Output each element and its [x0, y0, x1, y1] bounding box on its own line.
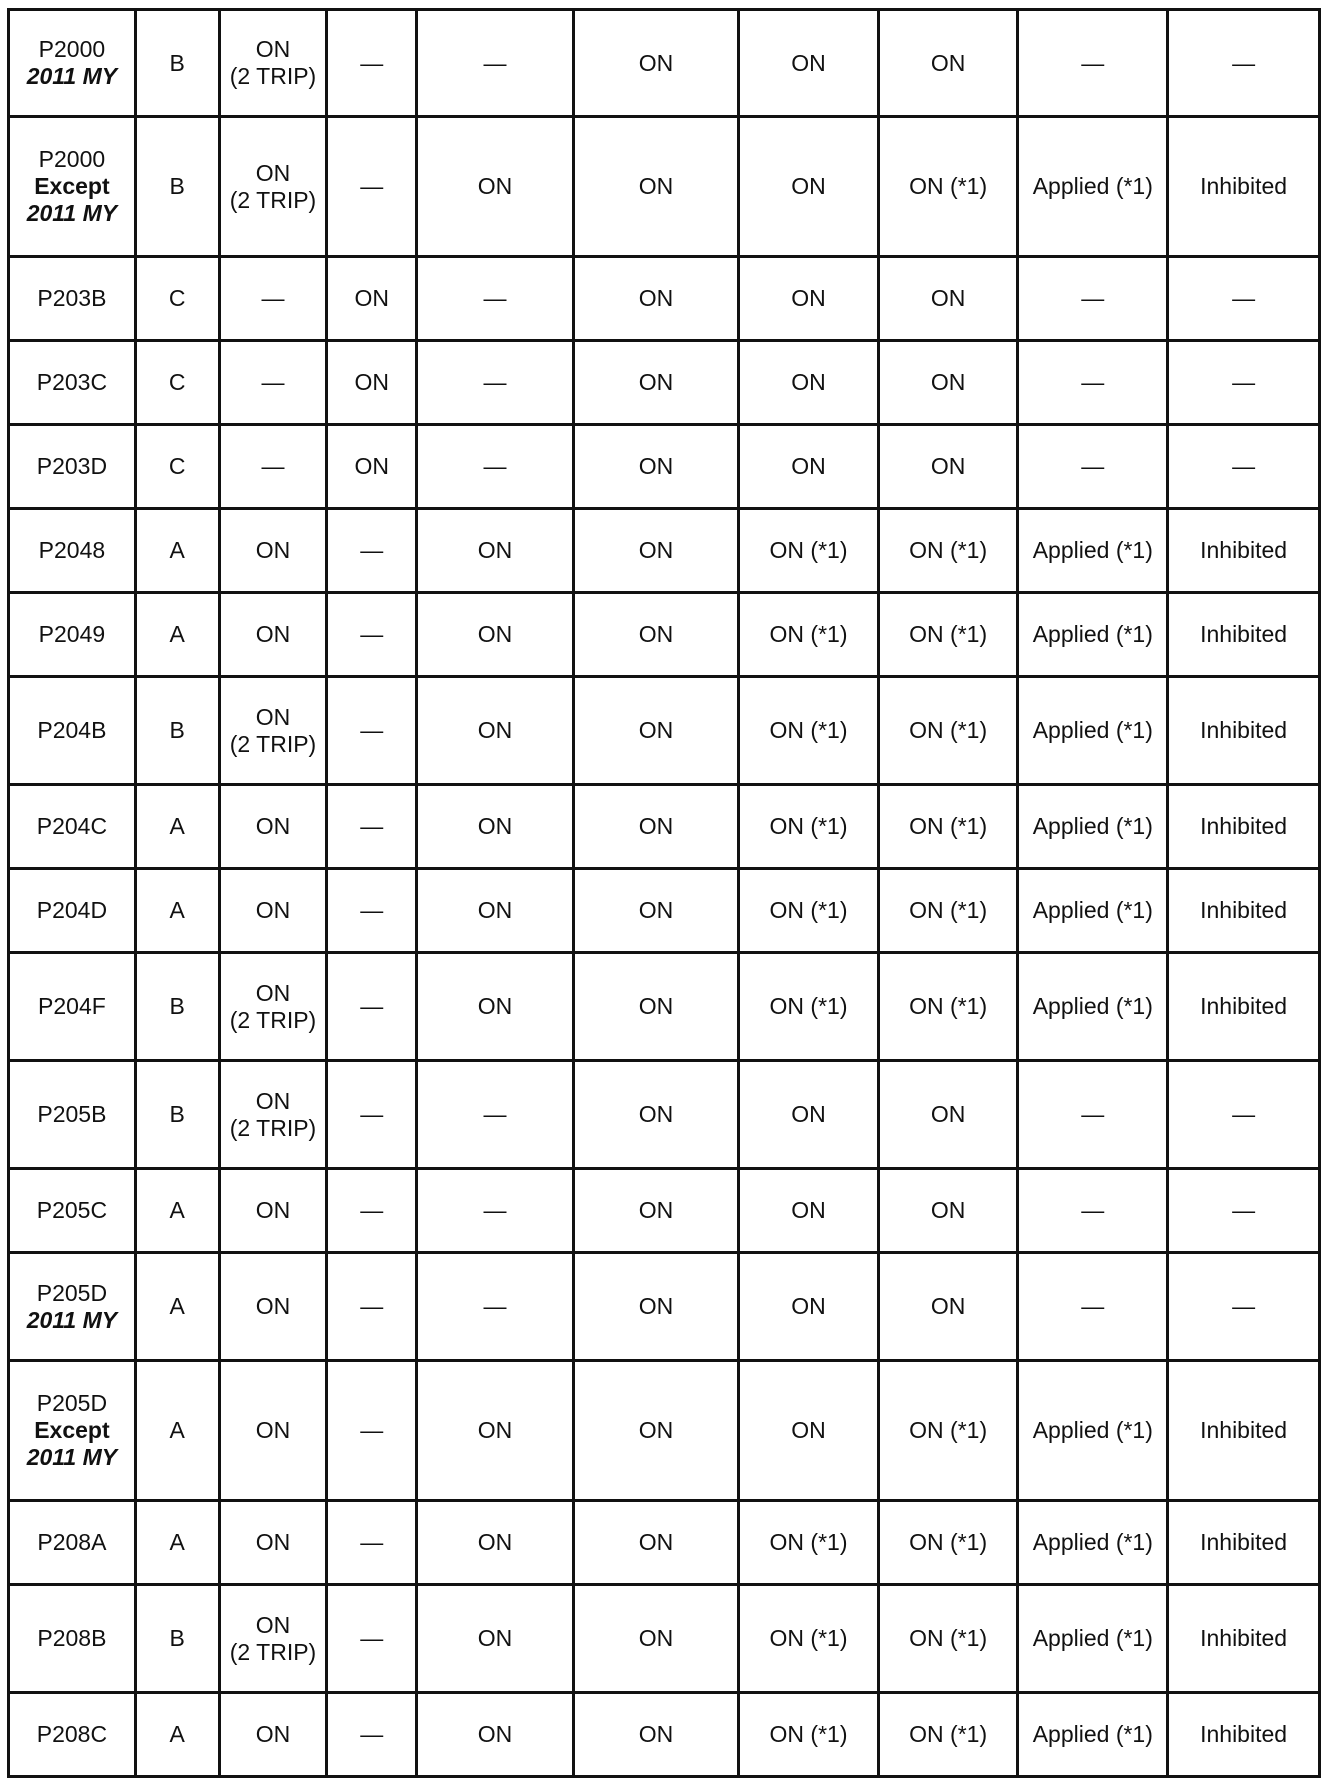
- status-cell-c8: ON (*1): [878, 509, 1018, 593]
- status-cell-c4: —: [327, 677, 417, 785]
- dtc-code-qualifier: 2011 MY: [26, 200, 118, 226]
- status-cell-c7: ON: [739, 117, 879, 257]
- mil-value: ON: [255, 537, 291, 563]
- mil-value: ON: [255, 897, 291, 923]
- status-cell-c10: —: [1168, 10, 1320, 117]
- status-cell-c4: —: [327, 1253, 417, 1361]
- status-cell-c7: ON (*1): [739, 1693, 879, 1777]
- mil-cell: [219, 677, 327, 785]
- status-cell-c4: —: [327, 1585, 417, 1693]
- dtc-code: P204D: [36, 897, 108, 923]
- mil-cell: [219, 1169, 327, 1253]
- status-cell-c8: ON: [878, 1169, 1018, 1253]
- mil-value: ON: [255, 1721, 291, 1747]
- dtc-type-cell: A: [135, 1361, 219, 1501]
- dtc-code: P2000: [38, 36, 106, 62]
- status-cell-c10: Inhibited: [1168, 509, 1320, 593]
- mil-cell: [219, 593, 327, 677]
- dtc-code-cell: [9, 425, 136, 509]
- dtc-code-qualifier: 2011 MY: [26, 1444, 118, 1470]
- status-cell-c9: —: [1018, 341, 1168, 425]
- mil-value: ON: [255, 36, 291, 62]
- dtc-code: P208C: [36, 1721, 108, 1747]
- status-cell-c5: —: [417, 341, 574, 425]
- dtc-type-cell: A: [135, 1253, 219, 1361]
- dtc-code-qualifier: 2011 MY: [26, 1306, 118, 1333]
- dtc-code-qualifier: Except: [34, 1417, 110, 1443]
- dtc-type-cell: B: [135, 1061, 219, 1169]
- status-cell-c6: ON: [573, 117, 739, 257]
- status-cell-c6: ON: [573, 953, 739, 1061]
- status-cell-c9: Applied (*1): [1018, 1693, 1168, 1777]
- table-row: [9, 953, 1320, 1061]
- dtc-code-cell: [9, 785, 136, 869]
- status-cell-c4: —: [327, 10, 417, 117]
- status-cell-c10: Inhibited: [1168, 1501, 1320, 1585]
- status-cell-c9: —: [1018, 1169, 1168, 1253]
- dtc-code-cell: [9, 509, 136, 593]
- status-cell-c10: Inhibited: [1168, 117, 1320, 257]
- status-cell-c5: —: [417, 1253, 574, 1361]
- dtc-type-cell: A: [135, 593, 219, 677]
- status-cell-c10: —: [1168, 1253, 1320, 1361]
- dtc-type-cell: B: [135, 117, 219, 257]
- status-cell-c9: Applied (*1): [1018, 869, 1168, 953]
- dtc-code-cell: [9, 1585, 136, 1693]
- status-cell-c7: ON: [739, 1253, 879, 1361]
- status-cell-c7: ON (*1): [739, 1585, 879, 1693]
- status-cell-c9: Applied (*1): [1018, 593, 1168, 677]
- status-cell-c8: ON: [878, 425, 1018, 509]
- mil-cell: [219, 1585, 327, 1693]
- status-cell-c10: Inhibited: [1168, 953, 1320, 1061]
- table-row: [9, 677, 1320, 785]
- mil-cell: [219, 1501, 327, 1585]
- dtc-type-cell: A: [135, 509, 219, 593]
- dtc-code-cell: [9, 869, 136, 953]
- status-cell-c6: ON: [573, 1169, 739, 1253]
- status-cell-c8: ON (*1): [878, 1361, 1018, 1501]
- mil-value: ON: [255, 979, 291, 1006]
- mil-value: ON: [255, 1293, 291, 1319]
- mil-cell: [219, 1061, 327, 1169]
- status-cell-c10: —: [1168, 257, 1320, 341]
- dtc-code-cell: [9, 1169, 136, 1253]
- mil-value: ON: [255, 1417, 291, 1443]
- mil-value: ON: [255, 1197, 291, 1223]
- status-cell-c9: —: [1018, 10, 1168, 117]
- table-row: [9, 1693, 1320, 1777]
- table-row: [9, 117, 1320, 257]
- mil-value: —: [261, 369, 285, 395]
- table-row: [9, 257, 1320, 341]
- status-cell-c8: ON (*1): [878, 1501, 1018, 1585]
- dtc-code-cell: [9, 677, 136, 785]
- dtc-code-cell: [9, 593, 136, 677]
- status-cell-c7: ON (*1): [739, 593, 879, 677]
- mil-trip-note: (2 TRIP): [229, 1114, 317, 1141]
- status-cell-c5: ON: [417, 1501, 574, 1585]
- mil-cell: [219, 869, 327, 953]
- status-cell-c5: ON: [417, 869, 574, 953]
- dtc-code-cell: [9, 257, 136, 341]
- dtc-code-cell: [9, 117, 136, 257]
- status-cell-c7: ON: [739, 1061, 879, 1169]
- mil-value: ON: [255, 1529, 291, 1555]
- status-cell-c9: —: [1018, 425, 1168, 509]
- mil-trip-note: (2 TRIP): [229, 1638, 317, 1665]
- mil-cell: [219, 1693, 327, 1777]
- status-cell-c4: —: [327, 509, 417, 593]
- status-cell-c6: ON: [573, 1585, 739, 1693]
- mil-value: —: [261, 453, 285, 479]
- table-row: [9, 785, 1320, 869]
- status-cell-c7: ON: [739, 1361, 879, 1501]
- table-row: [9, 1253, 1320, 1361]
- status-cell-c4: —: [327, 1361, 417, 1501]
- mil-value: ON: [255, 703, 291, 730]
- dtc-code: P204B: [37, 717, 107, 743]
- status-cell-c7: ON (*1): [739, 677, 879, 785]
- dtc-type-cell: A: [135, 1693, 219, 1777]
- table-row: [9, 10, 1320, 117]
- dtc-code-cell: [9, 953, 136, 1061]
- status-cell-c5: ON: [417, 1585, 574, 1693]
- status-cell-c8: ON (*1): [878, 785, 1018, 869]
- dtc-code: P204F: [38, 993, 106, 1019]
- dtc-type-cell: C: [135, 425, 219, 509]
- status-cell-c4: —: [327, 1501, 417, 1585]
- status-cell-c8: ON: [878, 1253, 1018, 1361]
- mil-cell: [219, 785, 327, 869]
- status-cell-c6: ON: [573, 785, 739, 869]
- status-cell-c8: ON (*1): [878, 593, 1018, 677]
- status-cell-c9: Applied (*1): [1018, 1585, 1168, 1693]
- dtc-type-cell: B: [135, 1585, 219, 1693]
- dtc-code: P205C: [36, 1197, 108, 1223]
- dtc-table: [7, 8, 1321, 1778]
- dtc-code-cell: [9, 1693, 136, 1777]
- mil-cell: [219, 509, 327, 593]
- status-cell-c6: ON: [573, 1693, 739, 1777]
- status-cell-c8: ON (*1): [878, 953, 1018, 1061]
- status-cell-c8: ON (*1): [878, 1693, 1018, 1777]
- dtc-type-cell: A: [135, 1169, 219, 1253]
- status-cell-c8: ON: [878, 10, 1018, 117]
- status-cell-c5: ON: [417, 593, 574, 677]
- status-cell-c4: ON: [327, 341, 417, 425]
- status-cell-c10: Inhibited: [1168, 785, 1320, 869]
- status-cell-c4: ON: [327, 257, 417, 341]
- mil-trip-note: (2 TRIP): [229, 186, 317, 213]
- dtc-code-cell: [9, 1253, 136, 1361]
- status-cell-c6: ON: [573, 677, 739, 785]
- mil-value: ON: [255, 1087, 291, 1114]
- status-cell-c7: ON (*1): [739, 953, 879, 1061]
- status-cell-c8: ON: [878, 1061, 1018, 1169]
- status-cell-c6: ON: [573, 1253, 739, 1361]
- mil-value: ON: [255, 1611, 291, 1638]
- mil-cell: [219, 1253, 327, 1361]
- status-cell-c8: ON (*1): [878, 677, 1018, 785]
- table-row: [9, 341, 1320, 425]
- table-row: [9, 1061, 1320, 1169]
- status-cell-c4: ON: [327, 425, 417, 509]
- status-cell-c9: Applied (*1): [1018, 117, 1168, 257]
- status-cell-c7: ON: [739, 341, 879, 425]
- status-cell-c6: ON: [573, 869, 739, 953]
- table-row: [9, 1501, 1320, 1585]
- status-cell-c9: —: [1018, 257, 1168, 341]
- dtc-type-cell: B: [135, 953, 219, 1061]
- mil-value: —: [261, 285, 285, 311]
- status-cell-c7: ON: [739, 1169, 879, 1253]
- status-cell-c10: —: [1168, 1169, 1320, 1253]
- status-cell-c10: —: [1168, 1061, 1320, 1169]
- dtc-code-cell: [9, 341, 136, 425]
- dtc-code: P203B: [37, 285, 107, 311]
- dtc-code-cell: [9, 1361, 136, 1501]
- dtc-code: P205B: [37, 1101, 107, 1127]
- status-cell-c5: —: [417, 1061, 574, 1169]
- dtc-type-cell: C: [135, 341, 219, 425]
- status-cell-c9: —: [1018, 1061, 1168, 1169]
- dtc-code: P203D: [36, 453, 108, 479]
- status-cell-c6: ON: [573, 1361, 739, 1501]
- status-cell-c6: ON: [573, 341, 739, 425]
- status-cell-c10: Inhibited: [1168, 593, 1320, 677]
- dtc-type-cell: B: [135, 677, 219, 785]
- mil-cell: [219, 10, 327, 117]
- dtc-type-cell: A: [135, 869, 219, 953]
- status-cell-c5: ON: [417, 117, 574, 257]
- dtc-code: P208B: [37, 1625, 107, 1651]
- status-cell-c10: —: [1168, 341, 1320, 425]
- status-cell-c8: ON: [878, 341, 1018, 425]
- dtc-table-body: [9, 10, 1320, 1777]
- dtc-type-cell: A: [135, 1501, 219, 1585]
- table-row: [9, 1169, 1320, 1253]
- dtc-code: P205D: [36, 1390, 108, 1416]
- status-cell-c6: ON: [573, 593, 739, 677]
- mil-trip-note: (2 TRIP): [229, 1006, 317, 1033]
- mil-cell: [219, 425, 327, 509]
- dtc-type-cell: C: [135, 257, 219, 341]
- status-cell-c7: ON: [739, 10, 879, 117]
- status-cell-c5: —: [417, 257, 574, 341]
- status-cell-c9: Applied (*1): [1018, 1361, 1168, 1501]
- dtc-code: P208A: [37, 1529, 107, 1555]
- status-cell-c6: ON: [573, 425, 739, 509]
- status-cell-c10: Inhibited: [1168, 869, 1320, 953]
- dtc-type-cell: B: [135, 10, 219, 117]
- status-cell-c4: —: [327, 1169, 417, 1253]
- dtc-code: P2048: [38, 537, 106, 563]
- dtc-code: P205D: [36, 1279, 108, 1306]
- status-cell-c5: ON: [417, 785, 574, 869]
- status-cell-c7: ON: [739, 257, 879, 341]
- dtc-code: P203C: [36, 369, 108, 395]
- status-cell-c5: ON: [417, 1361, 574, 1501]
- mil-value: ON: [255, 813, 291, 839]
- status-cell-c5: ON: [417, 677, 574, 785]
- dtc-code-cell: [9, 10, 136, 117]
- status-cell-c10: Inhibited: [1168, 1585, 1320, 1693]
- mil-trip-note: (2 TRIP): [229, 730, 317, 757]
- dtc-type-cell: A: [135, 785, 219, 869]
- table-row: [9, 1361, 1320, 1501]
- status-cell-c5: ON: [417, 509, 574, 593]
- mil-value: ON: [255, 159, 291, 186]
- status-cell-c6: ON: [573, 1061, 739, 1169]
- status-cell-c4: —: [327, 1693, 417, 1777]
- status-cell-c10: —: [1168, 425, 1320, 509]
- status-cell-c5: —: [417, 425, 574, 509]
- status-cell-c7: ON (*1): [739, 785, 879, 869]
- status-cell-c9: Applied (*1): [1018, 509, 1168, 593]
- dtc-code-cell: [9, 1061, 136, 1169]
- table-row: [9, 869, 1320, 953]
- status-cell-c4: —: [327, 117, 417, 257]
- table-row: [9, 593, 1320, 677]
- status-cell-c10: Inhibited: [1168, 1693, 1320, 1777]
- status-cell-c8: ON (*1): [878, 869, 1018, 953]
- status-cell-c7: ON (*1): [739, 1501, 879, 1585]
- status-cell-c6: ON: [573, 257, 739, 341]
- status-cell-c6: ON: [573, 1501, 739, 1585]
- status-cell-c4: —: [327, 869, 417, 953]
- status-cell-c4: —: [327, 953, 417, 1061]
- dtc-code-qualifier: Except: [34, 173, 110, 199]
- dtc-code-qualifier: 2011 MY: [26, 63, 118, 89]
- dtc-code: P2049: [38, 621, 106, 647]
- status-cell-c10: Inhibited: [1168, 677, 1320, 785]
- status-cell-c5: ON: [417, 953, 574, 1061]
- status-cell-c5: ON: [417, 1693, 574, 1777]
- mil-cell: [219, 117, 327, 257]
- mil-cell: [219, 257, 327, 341]
- status-cell-c9: Applied (*1): [1018, 785, 1168, 869]
- status-cell-c8: ON: [878, 257, 1018, 341]
- dtc-code: P2000: [38, 146, 106, 172]
- mil-cell: [219, 953, 327, 1061]
- status-cell-c4: —: [327, 593, 417, 677]
- mil-trip-note: (2 TRIP): [229, 63, 317, 89]
- table-row: [9, 425, 1320, 509]
- status-cell-c7: ON: [739, 425, 879, 509]
- dtc-code: P204C: [36, 813, 108, 839]
- status-cell-c9: —: [1018, 1253, 1168, 1361]
- status-cell-c4: —: [327, 1061, 417, 1169]
- dtc-code-cell: [9, 1501, 136, 1585]
- status-cell-c5: —: [417, 10, 574, 117]
- status-cell-c5: —: [417, 1169, 574, 1253]
- table-row: [9, 1585, 1320, 1693]
- status-cell-c8: ON (*1): [878, 117, 1018, 257]
- status-cell-c9: Applied (*1): [1018, 677, 1168, 785]
- status-cell-c4: —: [327, 785, 417, 869]
- table-row: [9, 509, 1320, 593]
- status-cell-c9: Applied (*1): [1018, 953, 1168, 1061]
- mil-value: ON: [255, 621, 291, 647]
- status-cell-c6: ON: [573, 10, 739, 117]
- status-cell-c8: ON (*1): [878, 1585, 1018, 1693]
- mil-cell: [219, 1361, 327, 1501]
- status-cell-c10: Inhibited: [1168, 1361, 1320, 1501]
- status-cell-c7: ON (*1): [739, 869, 879, 953]
- mil-cell: [219, 341, 327, 425]
- status-cell-c6: ON: [573, 509, 739, 593]
- status-cell-c7: ON (*1): [739, 509, 879, 593]
- status-cell-c9: Applied (*1): [1018, 1501, 1168, 1585]
